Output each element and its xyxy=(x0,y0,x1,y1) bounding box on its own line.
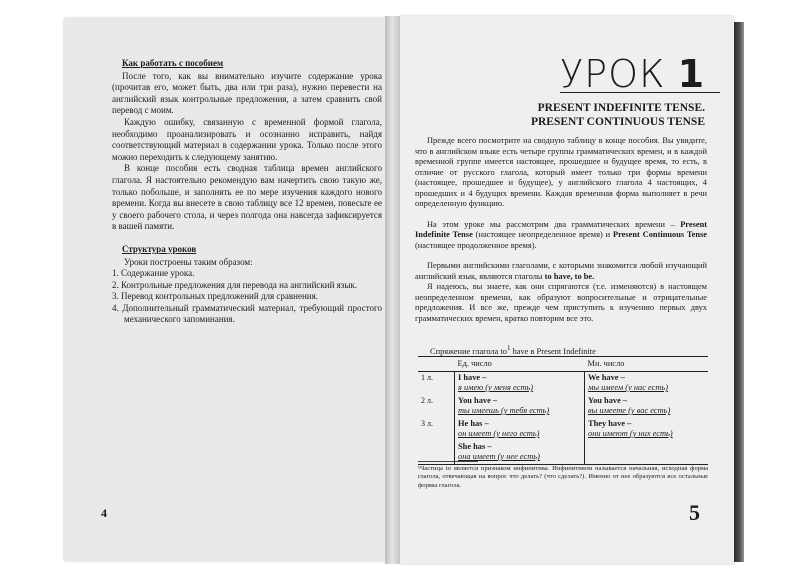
heading-lesson-structure: Структура уроков xyxy=(122,243,197,254)
tense-heading xyxy=(470,101,705,129)
table-row: 3 л. He has – он имеет (у него есть) They have – они имеют (у них есть) xyxy=(418,418,708,441)
structure-list xyxy=(112,268,382,326)
list-item: 4. Дополнительный грамматический материал, требующий простого механического запоминания. xyxy=(112,302,382,325)
paragraph: Первыми английскими глаголами, с которыми знакомится любой изучающий английский язык, являются глаголы to have, to be. xyxy=(415,261,707,281)
lesson-number: 1 xyxy=(677,52,706,96)
tense-name: Present Indefinite Tense xyxy=(415,219,708,239)
paragraph: Каждую ошибку, связанную с временной формой глагола, необходимо проанализировать и осознанно исправить, найдя соответствующий материал в содержании урока. Только после этого можно переходить к следующему занятию. xyxy=(112,116,382,162)
page-number-right: 5 xyxy=(689,500,700,525)
tense-name: Present Continuous Tense xyxy=(612,230,707,239)
tense-heading-line: PRESENT INDEFINITE TENSE. xyxy=(537,102,705,114)
lesson-word: УРОК xyxy=(560,52,666,96)
title-underline xyxy=(560,92,720,93)
page-edge-shadow xyxy=(734,22,744,562)
paragraph: На этом уроке мы рассмотрим два грамматических времени – Present Indefinite Tense (настоящее неопределенное время) и Present Continuous Tense (настоящее продолженное время). xyxy=(415,219,708,250)
heading-how-to-use: Как работать с пособием xyxy=(122,58,224,68)
list-item: 3. Перевод контрольных предложений для сравнения. xyxy=(112,291,318,302)
footnote: ¹Частица to является признаком инфинитива. Инфинитивом называется начальная, исходная форма глагола, отвечающая на вопрос что делать? (что сделать?). Именно от нее образуются все остальные формы глагола. xyxy=(418,465,708,489)
verb-name: to be. xyxy=(574,271,595,281)
footnote-divider xyxy=(418,461,478,462)
paragraph: Прежде всего посмотрите на сводную таблицу в конце пособия. Вы увидите, что в английском языке есть четыре группы грамматических времен, и в каждой временной группе имеется настоящее, прошедшее и будущее время, то есть, в отличие от русского глагола, который имеет только три формы времени (настоящее, прошедшее и будущее), у английского глагола 4 настоящих, 4 прошедших и 4 будущих времени. Каждая временная форма выполняет в речи определенную функцию. xyxy=(415,136,707,208)
verb-name: to have, xyxy=(544,271,573,281)
table-row: She has – она имеет (у нее есть) xyxy=(418,441,708,465)
left-page-text xyxy=(112,58,382,326)
table-caption: Спряжение глагола $to^1$ have в Present Indefinite xyxy=(430,344,596,356)
paragraph: В конце пособия есть сводная таблица времен английского глагола. Я настоятельно рекомендую вам начертить свою такую же, только побольше, и заполнять ее по мере изучения каждого нового времени. Когда вы внесете в свою таблицу все 12 времен, повесьте ее у своего рабочего стола, и через полгода она навсегда зафиксируется в вашей памяти. xyxy=(112,163,382,232)
structure-intro: Уроки построены таким образом: xyxy=(124,256,253,267)
tense-heading-line: PRESENT CONTINUOUS TENSE xyxy=(530,116,705,128)
paragraph: Я надеюсь, вы знаете, как они спрягаются (т.е. изменяются) в настоящем неопределенном времени, как образуют вопросительные и отрицательные предложения. И все же, прежде чем приступить к изучению первых двух грамматических времен, кратко повторим все это. xyxy=(415,282,707,323)
lesson-title xyxy=(560,52,710,96)
table-row: 2 л. You have – ты имеешь (у тебя есть) You have – вы имеете (у вас есть) xyxy=(418,395,708,418)
person-cell: 1 л. xyxy=(421,373,433,382)
person-cell: 2 л. xyxy=(421,396,433,405)
person-cell: 3 л. xyxy=(421,419,433,428)
page-number-left: 4 xyxy=(101,506,107,520)
right-page-text xyxy=(415,136,707,324)
column-header-singular: Ед. число xyxy=(455,357,585,372)
paragraph: После того, как вы внимательно изучите содержание урока (прочитав его, может быть, два или три раза), нужно перевести на английский язык контрольные предложения, а затем сравнить свой перевод с моим. xyxy=(112,70,382,116)
list-item: 1. Содержание урока. xyxy=(112,268,195,279)
conjugation-table xyxy=(418,356,708,465)
column-header-plural: Мн. число xyxy=(585,357,709,372)
list-item: 2. Контрольные предложения для перевода на английский язык. xyxy=(112,279,358,290)
table-row: 1 л. I have – я имею (у меня есть) We have – мы имеем (у нас есть) xyxy=(418,372,708,396)
